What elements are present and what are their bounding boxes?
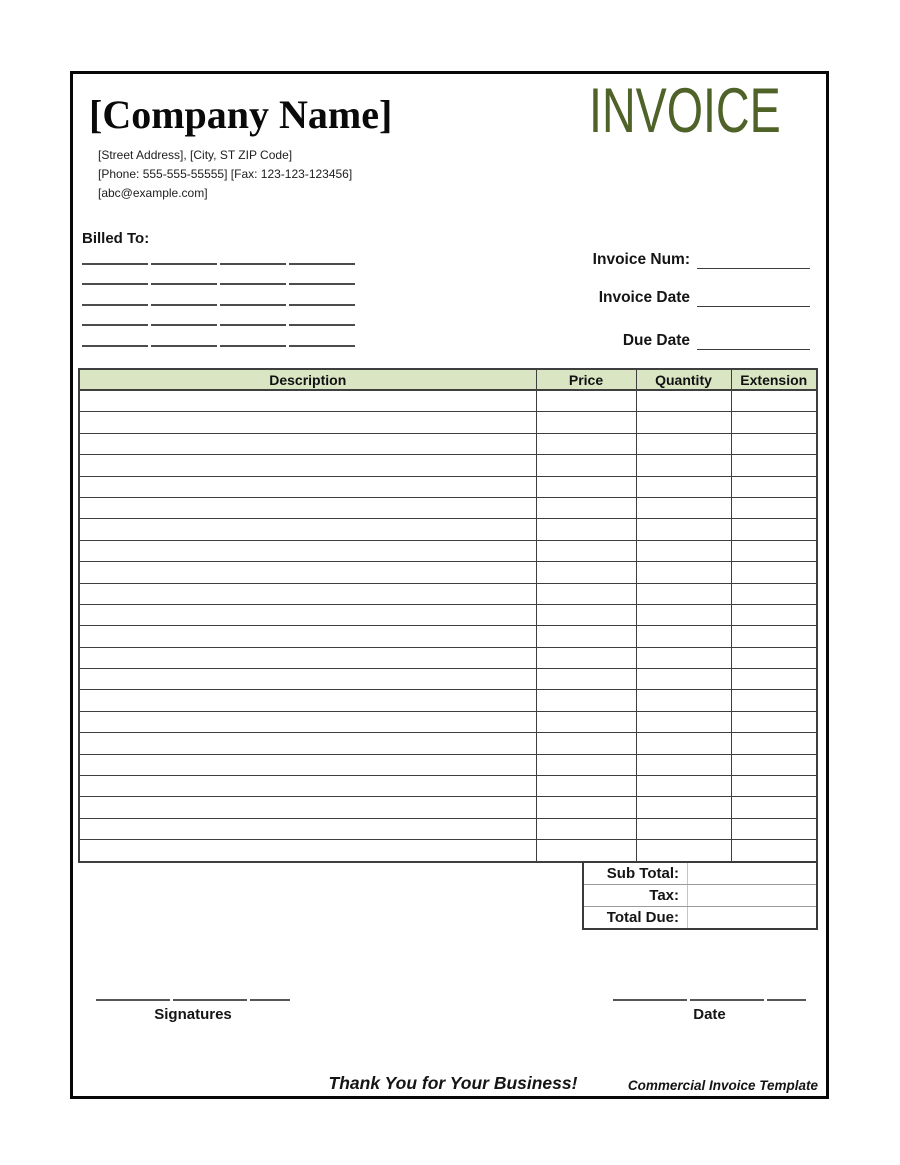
subtotal-row: [584, 863, 816, 885]
item-cell[interactable]: [536, 690, 636, 711]
tax-label: Tax:: [584, 885, 688, 906]
item-row: [79, 497, 817, 518]
item-cell[interactable]: [731, 497, 817, 518]
item-cell[interactable]: [536, 433, 636, 454]
billed-to-blank-line[interactable]: [82, 345, 356, 347]
item-row: [79, 733, 817, 754]
item-row: [79, 583, 817, 604]
billed-to-label: Billed To:: [82, 230, 150, 247]
date-line[interactable]: [613, 999, 806, 1001]
item-cell[interactable]: [79, 626, 536, 647]
invoice-title: INVOICE: [589, 76, 781, 146]
item-cell[interactable]: [79, 711, 536, 732]
item-row: [79, 604, 817, 625]
item-cell[interactable]: [731, 412, 817, 433]
item-cell[interactable]: [636, 455, 731, 476]
item-cell[interactable]: [636, 562, 731, 583]
item-cell[interactable]: [79, 390, 536, 412]
item-cell[interactable]: [536, 818, 636, 839]
item-row: [79, 540, 817, 561]
due-date-row: [470, 329, 810, 350]
item-row: [79, 519, 817, 540]
item-cell[interactable]: [536, 390, 636, 412]
item-cell[interactable]: [731, 647, 817, 668]
item-cell[interactable]: [536, 455, 636, 476]
item-row: [79, 669, 817, 690]
item-cell[interactable]: [731, 733, 817, 754]
item-row: [79, 562, 817, 583]
item-cell[interactable]: [636, 733, 731, 754]
billed-to-lines: [82, 263, 356, 365]
address-line-3: [abc@example.com]: [98, 186, 208, 200]
item-cell[interactable]: [731, 840, 817, 862]
company-address: [98, 146, 352, 203]
due-date-label: Due Date: [622, 331, 690, 349]
item-cell[interactable]: [79, 433, 536, 454]
item-cell[interactable]: [731, 562, 817, 583]
billed-to-blank-line[interactable]: [82, 283, 356, 285]
column-header-quantity: Quantity: [636, 369, 731, 390]
item-cell[interactable]: [636, 583, 731, 604]
item-cell[interactable]: [636, 540, 731, 561]
item-cell[interactable]: [636, 604, 731, 625]
item-cell[interactable]: [731, 604, 817, 625]
item-cell[interactable]: [536, 540, 636, 561]
invoice-date-row: [470, 286, 810, 307]
due-date-field[interactable]: [697, 334, 810, 350]
item-cell[interactable]: [636, 690, 731, 711]
signature-line[interactable]: [96, 999, 290, 1001]
billed-to-blank-line[interactable]: [82, 304, 356, 306]
item-cell[interactable]: [636, 711, 731, 732]
tax-value[interactable]: [688, 885, 816, 906]
item-cell[interactable]: [636, 519, 731, 540]
subtotal-value[interactable]: [688, 863, 816, 884]
item-cell[interactable]: [731, 711, 817, 732]
total-due-label: Total Due:: [584, 907, 688, 928]
totals-box: [582, 861, 818, 930]
column-header-extension: Extension: [731, 369, 817, 390]
item-row: [79, 690, 817, 711]
company-name: [Company Name]: [89, 92, 393, 137]
invoice-num-row: [470, 248, 810, 269]
total-due-value[interactable]: [688, 907, 816, 928]
item-row: [79, 754, 817, 775]
invoice-num-label: Invoice Num:: [592, 250, 690, 268]
items-table-body: [79, 390, 817, 862]
item-cell[interactable]: [731, 626, 817, 647]
item-cell[interactable]: [536, 476, 636, 497]
item-cell[interactable]: [536, 669, 636, 690]
item-cell[interactable]: [636, 776, 731, 797]
item-cell[interactable]: [79, 733, 536, 754]
item-cell[interactable]: [79, 497, 536, 518]
address-line-2: [Phone: 555-555-55555] [Fax: 123-123-123456]: [98, 167, 353, 181]
item-cell[interactable]: [731, 818, 817, 839]
item-cell[interactable]: [636, 840, 731, 862]
item-cell[interactable]: [536, 776, 636, 797]
item-cell[interactable]: [536, 797, 636, 818]
billed-to-blank-line[interactable]: [82, 263, 356, 265]
item-cell[interactable]: [731, 669, 817, 690]
item-cell[interactable]: [79, 455, 536, 476]
item-cell[interactable]: [636, 390, 731, 412]
item-cell[interactable]: [731, 754, 817, 775]
items-table: [78, 368, 818, 863]
invoice-date-label: Invoice Date: [598, 288, 690, 306]
item-cell[interactable]: [636, 626, 731, 647]
item-cell[interactable]: [636, 497, 731, 518]
item-cell[interactable]: [536, 562, 636, 583]
item-cell[interactable]: [536, 519, 636, 540]
item-row: [79, 476, 817, 497]
item-cell[interactable]: [636, 647, 731, 668]
item-cell[interactable]: [536, 412, 636, 433]
item-row: [79, 455, 817, 476]
item-cell[interactable]: [636, 433, 731, 454]
item-cell[interactable]: [636, 476, 731, 497]
item-cell[interactable]: [536, 647, 636, 668]
item-cell[interactable]: [79, 647, 536, 668]
item-cell[interactable]: [536, 583, 636, 604]
item-cell[interactable]: [536, 840, 636, 862]
item-cell[interactable]: [731, 690, 817, 711]
item-cell[interactable]: [79, 776, 536, 797]
column-header-description: Description: [79, 369, 536, 390]
item-row: [79, 818, 817, 839]
item-row: [79, 711, 817, 732]
item-cell[interactable]: [731, 583, 817, 604]
item-cell[interactable]: [731, 519, 817, 540]
item-cell[interactable]: [79, 412, 536, 433]
total-due-row: [584, 907, 816, 928]
item-cell[interactable]: [79, 669, 536, 690]
item-cell[interactable]: [731, 776, 817, 797]
item-cell[interactable]: [79, 754, 536, 775]
item-row: [79, 433, 817, 454]
item-row: [79, 797, 817, 818]
thank-you-message: Thank You for Your Business!: [328, 1073, 578, 1093]
item-cell[interactable]: [79, 604, 536, 625]
item-cell[interactable]: [536, 497, 636, 518]
items-table-header: [79, 369, 817, 390]
item-cell[interactable]: [536, 711, 636, 732]
item-cell[interactable]: [731, 455, 817, 476]
item-cell[interactable]: [731, 797, 817, 818]
item-cell[interactable]: [636, 669, 731, 690]
item-cell[interactable]: [536, 733, 636, 754]
invoice-num-field[interactable]: [697, 253, 810, 269]
item-cell[interactable]: [79, 797, 536, 818]
item-row: [79, 390, 817, 412]
item-row: [79, 626, 817, 647]
tax-row: [584, 885, 816, 907]
item-cell[interactable]: [731, 390, 817, 412]
item-cell[interactable]: [79, 540, 536, 561]
item-cell[interactable]: [79, 690, 536, 711]
template-name: Commercial Invoice Template: [627, 1078, 818, 1093]
item-row: [79, 840, 817, 862]
item-cell[interactable]: [79, 840, 536, 862]
item-cell[interactable]: [79, 519, 536, 540]
item-cell[interactable]: [79, 562, 536, 583]
item-cell[interactable]: [636, 412, 731, 433]
signature-label: Signatures: [154, 1006, 232, 1023]
item-cell[interactable]: [636, 754, 731, 775]
item-cell[interactable]: [636, 818, 731, 839]
item-cell[interactable]: [79, 818, 536, 839]
item-cell[interactable]: [536, 754, 636, 775]
item-cell[interactable]: [636, 797, 731, 818]
subtotal-label: Sub Total:: [584, 863, 688, 884]
date-label: Date: [693, 1006, 726, 1023]
billed-to-blank-line[interactable]: [82, 324, 356, 326]
item-row: [79, 647, 817, 668]
item-cell[interactable]: [79, 476, 536, 497]
item-cell[interactable]: [731, 540, 817, 561]
address-line-1: [Street Address], [City, ST ZIP Code]: [98, 148, 293, 162]
item-cell[interactable]: [731, 476, 817, 497]
item-cell[interactable]: [536, 604, 636, 625]
item-cell[interactable]: [731, 433, 817, 454]
item-row: [79, 412, 817, 433]
item-row: [79, 776, 817, 797]
item-cell[interactable]: [79, 583, 536, 604]
item-cell[interactable]: [536, 626, 636, 647]
invoice-date-field[interactable]: [697, 291, 810, 307]
column-header-price: Price: [536, 369, 636, 390]
